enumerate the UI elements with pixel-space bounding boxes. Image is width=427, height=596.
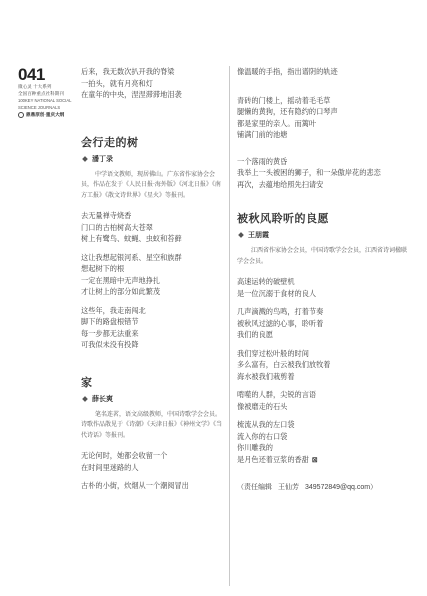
author-name: 王朋霞 [248,232,269,239]
verse-line: 是一位沉溺于食材的良人 [237,288,317,298]
stanza [81,210,223,245]
masthead-english-line: 100KEY NATIONAL SOCIAL [18,98,72,104]
verse-line: 腿懒的黄狗，还有隐约的口琴声 [237,107,338,116]
stanza [237,156,407,191]
verse-line: 去无量禅寺烧香 [81,211,132,220]
editor-email: 349572849@qq.com） [305,484,378,491]
verse-line: 树上有鹭鸟、蚊蝇、虫蚁和苔藓 [81,234,182,243]
poem-title: 家 [81,375,93,389]
verse-line: 青砖的门楼上，摇动着毛毛草 [237,95,331,105]
author-marker-icon [82,156,88,162]
verse-line: 门口的古柏树高大苍翠 [81,222,153,232]
verse-line: 无论何时，她都会收留一个 [81,451,168,460]
masthead [18,66,78,118]
verse-line [237,454,407,466]
column-divider [229,66,230,586]
verse-line: 每一步都无法重来 [81,328,139,338]
author-byline [81,394,223,404]
verse-line: 啃噬的人群，尖锐的言语 [237,390,317,399]
author-marker-icon [82,396,88,402]
verse-line: 像被磨走的石头 [237,401,288,411]
stanza [81,480,223,492]
verse-line: 后来，我无数次扒开我的脊梁 [81,67,175,76]
verse-line: 一定在黑暗中无声地挣扎 [81,275,161,285]
editor-name: 王仙芳 [278,483,299,491]
stanza [81,66,223,101]
masthead-line: 全国百种重点社科期刊 [18,91,64,97]
author-bio: 笔名连茗，语文高级教师，中国诗歌学会会员。诗歌作品散见于《诗潮》《天津日报》《神州文学》《当代诗话》等报刊。 [81,410,223,439]
verse-line: 铺满门前的池塘 [237,130,288,139]
stanza [237,276,407,299]
verse-line: 梳流从我的左口袋 [237,420,295,429]
verse-line: 我们的良愿 [237,330,273,339]
stanza [237,348,407,383]
poem-title: 会行走的树 [81,135,139,149]
verse-line: 多么富有，白云被我们放牧着 [237,360,331,369]
verse-line: 这些年，我走南闯北 [81,305,146,315]
verse-line: 你川雕我的 [237,443,273,452]
stanza [237,389,407,412]
stanza [81,252,223,298]
verse-line: 才让树上的部分如此繁茂 [81,287,161,296]
verse-line: 可我似未没有投降 [81,340,139,349]
verse-line: 我举上一头被困的狮子，和一朵傲岸花的悲恋 [237,168,381,177]
end-of-article-icon: ⊠ [311,456,318,464]
masthead-english-line: SCIENCE JOURNALS [18,105,61,110]
author-byline [81,154,223,164]
verse-line: 再次，去蕴地给照先扫请安 [237,179,324,189]
verse-line: 脚下的路盘根错节 [81,317,139,326]
verse-line: 像温暖的手指，指出谱阴的轨迹 [237,67,338,76]
verse-line: 被秋风过滤的心事，聆听着 [237,318,324,328]
masthead-line: 微心灵 十大系列 [18,84,52,89]
verse-line: 流入你的右口袋 [237,431,288,441]
left-column [81,66,223,499]
stanza [81,305,223,351]
verse-line-text: 是月色还着豆浆的香甜 [237,454,309,464]
verse-line: 在时间里迷路的人 [81,462,139,472]
right-column [237,66,407,492]
verse-line: 几声滴溅的鸟鸣，打着节奏 [237,307,324,316]
publisher-logo-text: 鼎鼎原创·重庆大纲 [26,111,65,117]
verse-line: 我们穿过松叶般的时间 [237,348,309,358]
author-name: 潘丁录 [92,155,113,163]
author-bio: 江西省作家协会会员，中国诗歌学会会员，江西省诗词楹联学会会员。 [237,247,408,265]
author-marker-icon [238,232,244,238]
publisher-logo [18,112,78,118]
verse-line: 都是家里的亲人。而篱叶 [237,118,317,128]
publisher-logo-icon [18,112,24,118]
stanza [81,450,223,473]
editor-credit [237,482,407,492]
verse-line: 想起树下的根 [81,264,125,273]
verse-line: 在童年的中央，涅涅滞滞地泪袭 [81,90,182,99]
author-bio: 中学语文教师，现居佛山。广东省作家协会会员，作品在发于《人民日报·海外版》《河北日报》《南方工报》《散文诗世界》《星火》等报刊。 [81,170,221,199]
author-byline [237,230,407,240]
author-name: 薛长爽 [92,395,113,403]
verse-line: 这让我想起银河系、星空和族群 [81,252,182,262]
verse-line: 一拍头，就有月亮和灯 [81,78,153,88]
stanza [237,306,407,341]
stanza [237,419,407,465]
poem-title: 被秋风聆听的良愿 [237,212,329,225]
issue-number: 041 [18,65,45,84]
stanza [237,95,407,141]
verse-line: 海水被我们栽剪着 [237,371,295,381]
verse-line: 高速运转的破壁机 [237,277,295,286]
stanza [237,66,407,78]
verse-line: 一个落雨的黄昏 [237,156,288,166]
verse-line: 古朴的小街，炊烟从一个潮阅冒出 [81,481,189,490]
editor-label: （责任编辑 [237,483,272,491]
